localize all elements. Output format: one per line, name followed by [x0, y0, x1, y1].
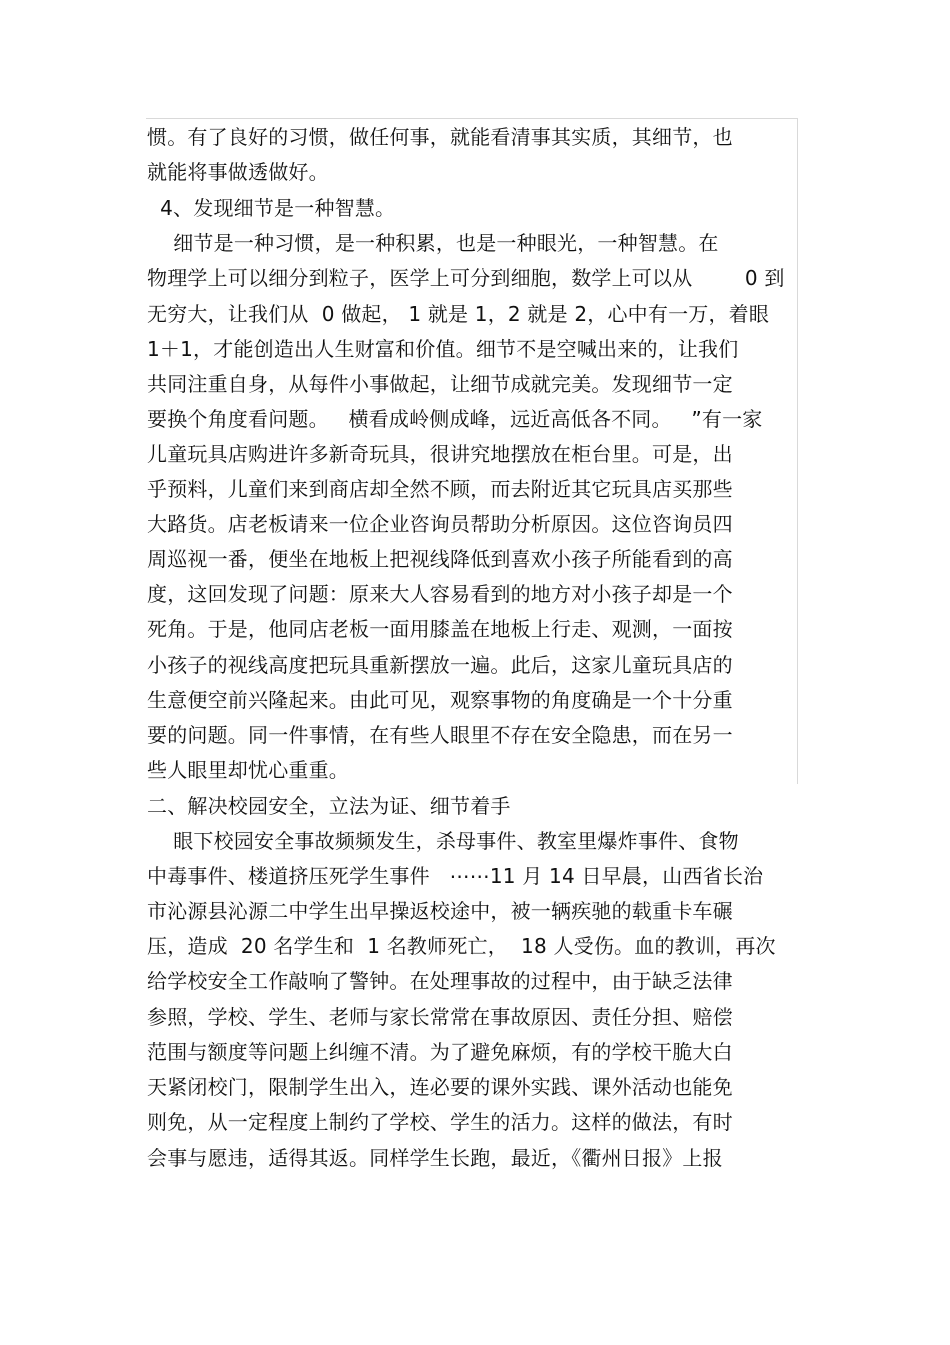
text-line: 参照，学校、学生、老师与家长常常在事故原因、责任分担、赔偿	[147, 1005, 733, 1029]
text-line: 天紧闭校门，限制学生出入，连必要的课外实践、课外活动也能免	[147, 1075, 733, 1099]
text-line: 乎预料，儿童们来到商店却全然不顾，而去附近其它玩具店买那些	[147, 477, 733, 501]
text-line: 度，这回发现了问题：原来大人容易看到的地方对小孩子却是一个	[147, 582, 733, 606]
text-line: 惯。有了良好的习惯，做任何事，就能看清事其实质，其细节，也	[147, 125, 733, 149]
text-line: 1＋1，才能创造出人生财富和价值。细节不是空喊出来的，让我们	[147, 337, 739, 361]
text-line: 压，造成 20 名学生和 1 名教师死亡， 18 人受伤。血的教训，再次	[147, 934, 776, 958]
text-line: 则免，从一定程度上制约了学校、学生的活力。这样的做法，有时	[147, 1110, 733, 1134]
text-line: 给学校安全工作敲响了警钟。在处理事故的过程中，由于缺乏法律	[147, 969, 733, 993]
text-line: 就能将事做透做好。	[147, 160, 329, 184]
text-line: 大路货。店老板请来一位企业咨询员帮助分析原因。这位咨询员四	[147, 512, 733, 536]
text-line: 要换个角度看问题。 横看成岭侧成峰，远近高低各不同。 ”有一家	[147, 407, 763, 431]
text-line: 无穷大，让我们从 0 做起， 1 就是 1，2 就是 2，心中有一万，着眼	[147, 302, 770, 326]
text-line: 会事与愿违，适得其返。同样学生长跑，最近，《衢州日报》上报	[147, 1146, 723, 1170]
text-line: 要的问题。同一件事情，在有些人眼里不存在安全隐患，而在另一	[147, 723, 733, 747]
text-line: 中毒事件、楼道挤压死学生事件 ⋯⋯11 月 14 日早晨，山西省长治	[147, 864, 764, 888]
text-line: 周巡视一番，便坐在地板上把视线降低到喜欢小孩子所能看到的高	[147, 547, 733, 571]
text-line: 眼下校园安全事故频频发生，杀母事件、教室里爆炸事件、食物	[147, 829, 739, 853]
section-heading: 4、发现细节是一种智慧。	[147, 196, 396, 220]
text-line: 细节是一种习惯，是一种积累，也是一种眼光，一种智慧。在	[147, 231, 719, 255]
text-line: 小孩子的视线高度把玩具重新摆放一遍。此后，这家儿童玩具店的	[147, 653, 733, 677]
text-line: 儿童玩具店购进许多新奇玩具，很讲究地摆放在柜台里。可是，出	[147, 442, 733, 466]
section-heading: 二、解决校园安全，立法为证、细节着手	[147, 794, 511, 818]
text-line: 生意便空前兴隆起来。由此可见，观察事物的角度确是一个十分重	[147, 688, 733, 712]
text-line: 共同注重自身，从每件小事做起，让细节成就完美。发现细节一定	[147, 372, 733, 396]
text-line: 些人眼里却忧心重重。	[147, 758, 349, 782]
text-line: 市沁源县沁源二中学生出早操返校途中，被一辆疾驰的载重卡车碾	[147, 899, 733, 923]
text-line: 物理学上可以细分到粒子，医学上可分到细胞，数学上可以从 0 到	[147, 266, 785, 290]
text-line: 范围与额度等问题上纠缠不清。为了避免麻烦，有的学校干脆大白	[147, 1040, 733, 1064]
text-line: 死角。于是，他同店老板一面用膝盖在地板上行走、观测，一面按	[147, 617, 733, 641]
